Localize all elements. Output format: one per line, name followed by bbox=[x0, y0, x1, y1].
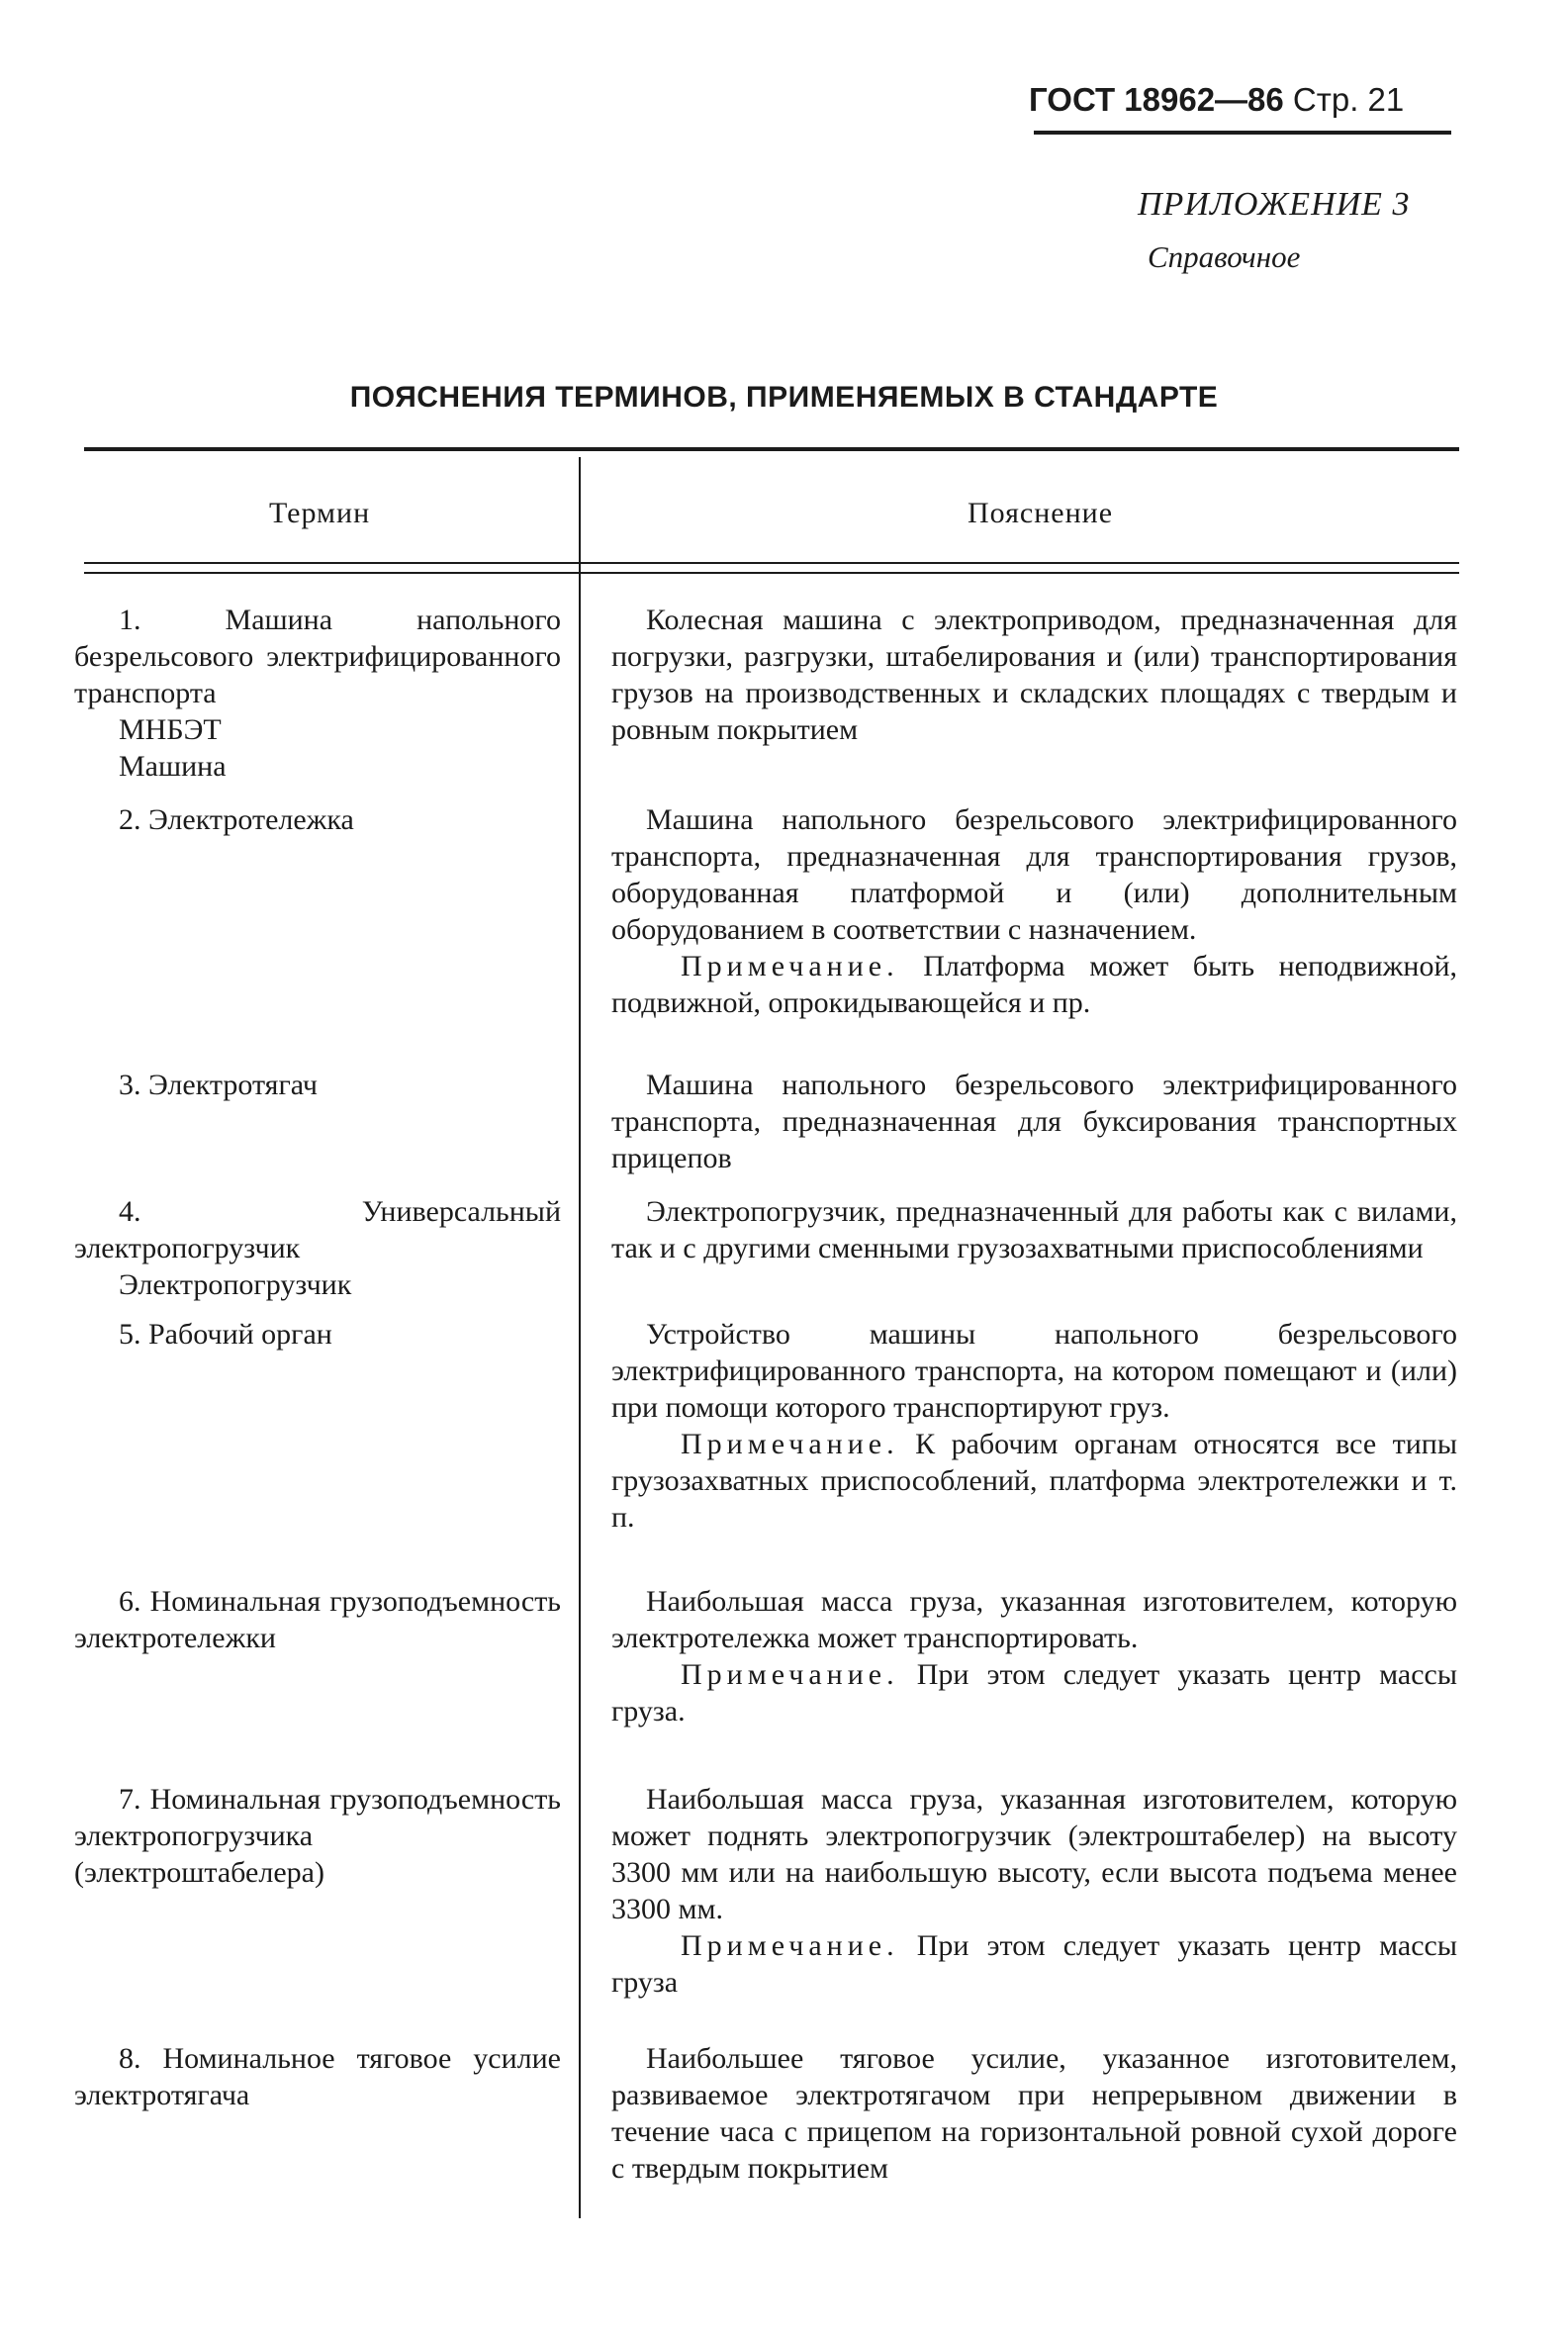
explanation-cell bbox=[611, 801, 1457, 1021]
note bbox=[611, 1426, 1457, 1536]
term-text: 1. Машина напольного безрельсового электрифицированного транспорта bbox=[74, 604, 561, 709]
explanation-text: Машина напольного безрельсового электрифицированного транспорта, предназначенная для буксирования транспортных прицепов bbox=[611, 1069, 1457, 1174]
note-text: К рабочим органам относятся все типы грузозахватных приспособлений, платформа электротележки и т. п. bbox=[611, 1428, 1458, 1534]
explanation-cell bbox=[611, 1583, 1457, 1729]
explanation-text: Устройство машины напольного безрельсового электрифицированного транспорта, на котором помещают и (или) при помощи которого транспортируют груз. bbox=[611, 1318, 1457, 1424]
page-header bbox=[1029, 81, 1464, 119]
explanation-cell bbox=[611, 602, 1457, 748]
note-label: Примечание. bbox=[681, 1929, 899, 1962]
note-label: Примечание. bbox=[681, 950, 899, 982]
term-text: 8. Номинальное тяговое усилие электротягача bbox=[74, 2042, 561, 2111]
term-cell bbox=[74, 1316, 561, 1353]
term-cell bbox=[74, 1583, 561, 1656]
term-abbreviation: МНБЭТ bbox=[119, 713, 222, 746]
term-text: 6. Номинальная грузоподъемность электротележки bbox=[74, 1585, 561, 1654]
term-cell bbox=[74, 1781, 561, 1891]
term-cell bbox=[74, 1193, 561, 1303]
note-label: Примечание. bbox=[681, 1428, 899, 1460]
appendix-type: Справочное bbox=[1148, 239, 1301, 274]
term-cell bbox=[74, 1067, 561, 1103]
header-bottom-rule-double bbox=[84, 572, 1459, 574]
standard-code: ГОСТ 18962—86 bbox=[1029, 81, 1284, 118]
explanation-cell bbox=[611, 1316, 1457, 1536]
note bbox=[611, 1656, 1457, 1729]
note-label: Примечание. bbox=[681, 1658, 899, 1691]
term-cell bbox=[74, 801, 561, 838]
term-text: 4. Универсальный электропогрузчик bbox=[74, 1195, 561, 1264]
note bbox=[611, 948, 1457, 1021]
term-cell bbox=[74, 2040, 561, 2113]
explanation-cell bbox=[611, 1781, 1457, 2001]
term-text: 5. Рабочий орган bbox=[119, 1318, 332, 1351]
column-header-term: Термин bbox=[269, 497, 371, 529]
explanation-text: Машина напольного безрельсового электрифицированного транспорта, предназначенная для транспортирования грузов, оборудованная платформой и (или) дополнительным оборудованием в соответствии с назначением. bbox=[611, 803, 1457, 946]
term-text: 7. Номинальная грузоподъемность электропогрузчика (электроштабелера) bbox=[74, 1783, 561, 1889]
page-number: Стр. 21 bbox=[1292, 81, 1405, 118]
header-rule bbox=[1034, 131, 1451, 135]
header-bottom-rule bbox=[84, 562, 1459, 564]
explanation-text: Наибольшее тяговое усилие, указанное изготовителем, развиваемое электротягачом при непрерывном движении в течение часа с прицепом на горизонтальной ровной сухой дороге с твердым покрытием bbox=[611, 2042, 1457, 2185]
explanation-cell bbox=[611, 1067, 1457, 1176]
column-divider bbox=[579, 457, 581, 2218]
column-header-explanation: Пояснение bbox=[968, 497, 1114, 529]
term-cell bbox=[74, 602, 561, 785]
explanation-text: Колесная машина с электроприводом, предназначенная для погрузки, разгрузки, штабелирования и (или) транспортирования грузов на производственных и складских площадях с твердым и ровным покрытием bbox=[611, 604, 1457, 746]
term-text: 3. Электротягач bbox=[119, 1069, 318, 1101]
note-text: Платформа может быть неподвижной, подвижной, опрокидывающейся и пр. bbox=[611, 950, 1457, 1019]
explanation-text: Электропогрузчик, предназначенный для работы как с вилами, так и с другими сменными грузозахватными приспособлениями bbox=[611, 1195, 1457, 1264]
note bbox=[611, 1927, 1457, 2001]
document-title: ПОЯСНЕНИЯ ТЕРМИНОВ, ПРИМЕНЯЕМЫХ В СТАНДАРТЕ bbox=[349, 381, 1219, 414]
note-text: При этом следует указать центр массы груза. bbox=[611, 1658, 1458, 1728]
explanation-cell bbox=[611, 1193, 1457, 1266]
table-top-rule bbox=[84, 447, 1459, 451]
term-text: 2. Электротележка bbox=[119, 803, 354, 836]
term-short-name: Машина bbox=[119, 750, 227, 783]
explanation-text: Наибольшая масса груза, указанная изготовителем, которую электротележка может транспортировать. bbox=[611, 1585, 1457, 1654]
appendix-title: ПРИЛОЖЕНИЕ 3 bbox=[1138, 186, 1411, 223]
explanation-text: Наибольшая масса груза, указанная изготовителем, которую может поднять электропогрузчик (электроштабелер) на высоту 3300 мм или на наибольшую высоту, если высота подъема менее 3300 мм. bbox=[611, 1783, 1457, 1925]
explanation-cell bbox=[611, 2040, 1457, 2187]
term-short-name: Электропогрузчик bbox=[119, 1268, 352, 1301]
note-text: При этом следует указать центр массы груза bbox=[611, 1929, 1458, 1999]
